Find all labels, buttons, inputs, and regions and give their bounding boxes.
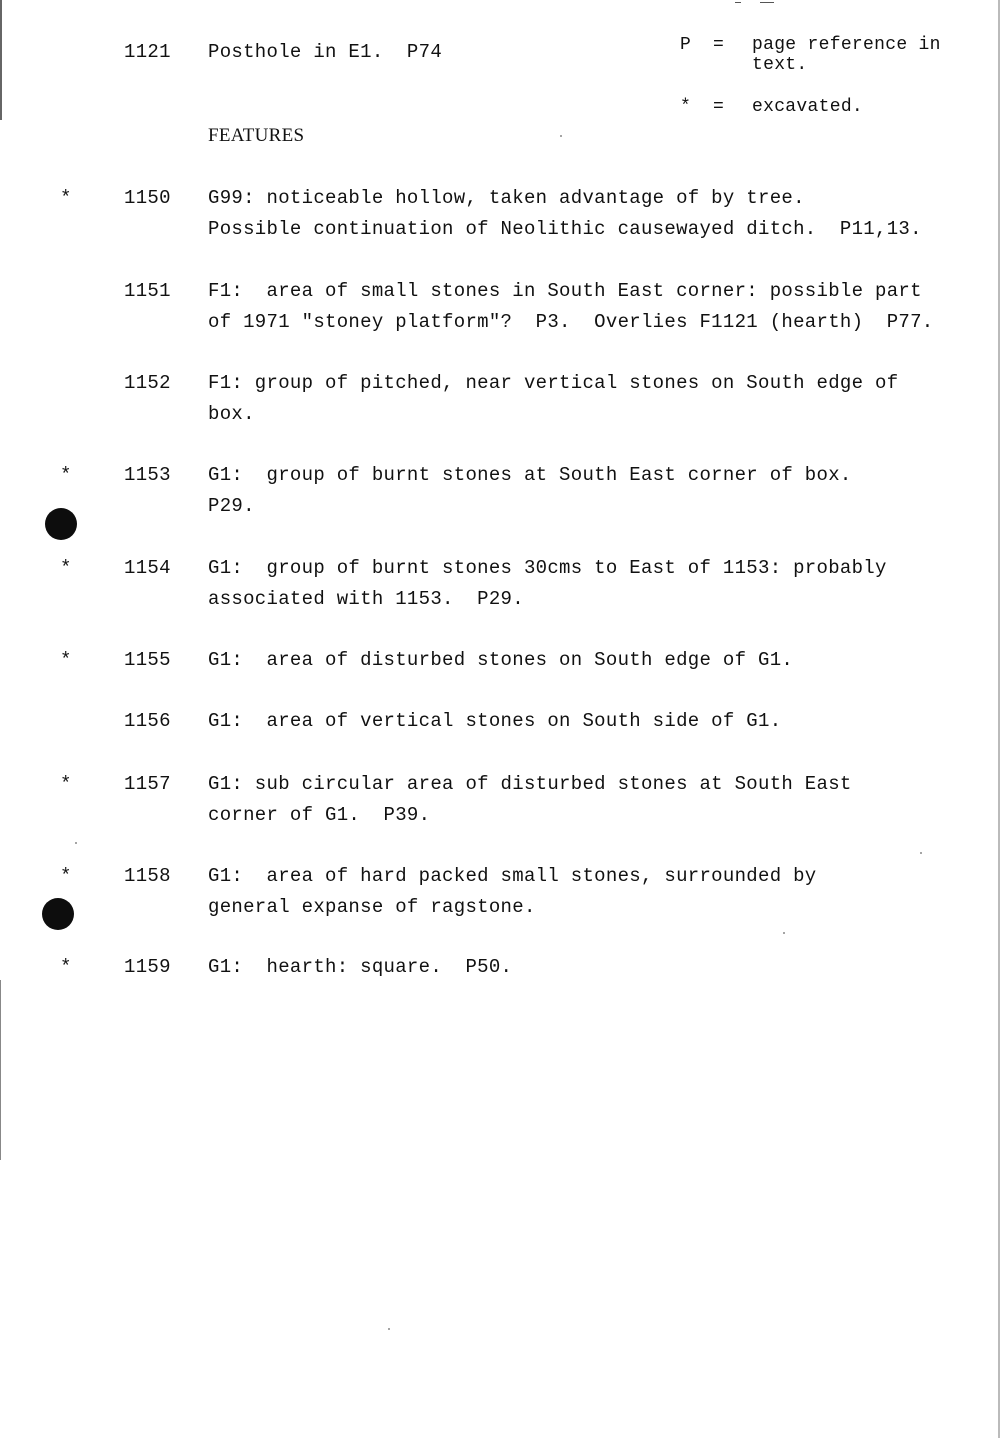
scan-speck bbox=[388, 1328, 390, 1330]
feature-number: 1157 bbox=[124, 773, 171, 795]
header-number: 1121 bbox=[124, 41, 171, 63]
feature-description-line: F1: group of pitched, near vertical stones on South edge of bbox=[208, 372, 899, 394]
legend-symbol-p: P bbox=[680, 35, 692, 55]
feature-number: 1152 bbox=[124, 372, 171, 394]
feature-description-line: G1: area of vertical stones on South side of G1. bbox=[208, 710, 782, 732]
legend-text-excavated: excavated. bbox=[752, 97, 864, 117]
legend-symbol-star: * bbox=[680, 97, 692, 117]
feature-description-line: G1: group of burnt stones 30cms to East of 1153: probably bbox=[208, 557, 887, 579]
scan-edge-mark bbox=[0, 980, 1, 1160]
feature-description-line: G1: group of burnt stones at South East corner of box. bbox=[208, 464, 852, 486]
scan-edge-mark bbox=[760, 2, 774, 3]
scan-speck bbox=[560, 135, 562, 137]
excavated-marker: * bbox=[60, 649, 72, 671]
feature-description-line: box. bbox=[208, 403, 255, 425]
feature-description-line: G1: hearth: square. P50. bbox=[208, 956, 513, 978]
feature-number: 1155 bbox=[124, 649, 171, 671]
feature-number: 1154 bbox=[124, 557, 171, 579]
feature-number: 1158 bbox=[124, 865, 171, 887]
feature-description-line: P29. bbox=[208, 495, 255, 517]
feature-description-line: G1: sub circular area of disturbed stones at South East bbox=[208, 773, 852, 795]
feature-description-line: G1: area of disturbed stones on South edge of G1. bbox=[208, 649, 794, 671]
feature-description-line: corner of G1. P39. bbox=[208, 804, 431, 826]
legend-equals: = bbox=[713, 97, 725, 117]
feature-description-line: general expanse of ragstone. bbox=[208, 896, 536, 918]
feature-description-line: Possible continuation of Neolithic causewayed ditch. P11,13. bbox=[208, 218, 922, 240]
excavated-marker: * bbox=[60, 773, 72, 795]
excavated-marker: * bbox=[60, 464, 72, 486]
scan-speck bbox=[75, 842, 77, 844]
section-title: FEATURES bbox=[208, 125, 305, 146]
excavated-marker: * bbox=[60, 865, 72, 887]
scan-edge-mark bbox=[735, 2, 741, 3]
punch-hole-top bbox=[45, 508, 77, 540]
excavated-marker: * bbox=[60, 956, 72, 978]
feature-description-line: associated with 1153. P29. bbox=[208, 588, 524, 610]
excavated-marker: * bbox=[60, 557, 72, 579]
legend-equals: = bbox=[713, 35, 725, 55]
header-description: Posthole in E1. P74 bbox=[208, 41, 443, 63]
legend-text-page-reference: page reference in text. bbox=[752, 35, 941, 75]
feature-description-line: of 1971 "stoney platform"? P3. Overlies F1121 (hearth) P77. bbox=[208, 311, 934, 333]
scan-speck bbox=[920, 852, 922, 854]
excavated-marker: * bbox=[60, 187, 72, 209]
feature-number: 1156 bbox=[124, 710, 171, 732]
feature-number: 1159 bbox=[124, 956, 171, 978]
feature-number: 1151 bbox=[124, 280, 171, 302]
feature-description-line: G99: noticeable hollow, taken advantage of by tree. bbox=[208, 187, 805, 209]
scan-edge-mark bbox=[0, 0, 2, 120]
scan-speck bbox=[783, 932, 785, 934]
punch-hole-bottom bbox=[42, 898, 74, 930]
feature-description-line: F1: area of small stones in South East corner: possible part bbox=[208, 280, 922, 302]
feature-number: 1153 bbox=[124, 464, 171, 486]
feature-description-line: G1: area of hard packed small stones, surrounded by bbox=[208, 865, 817, 887]
feature-number: 1150 bbox=[124, 187, 171, 209]
